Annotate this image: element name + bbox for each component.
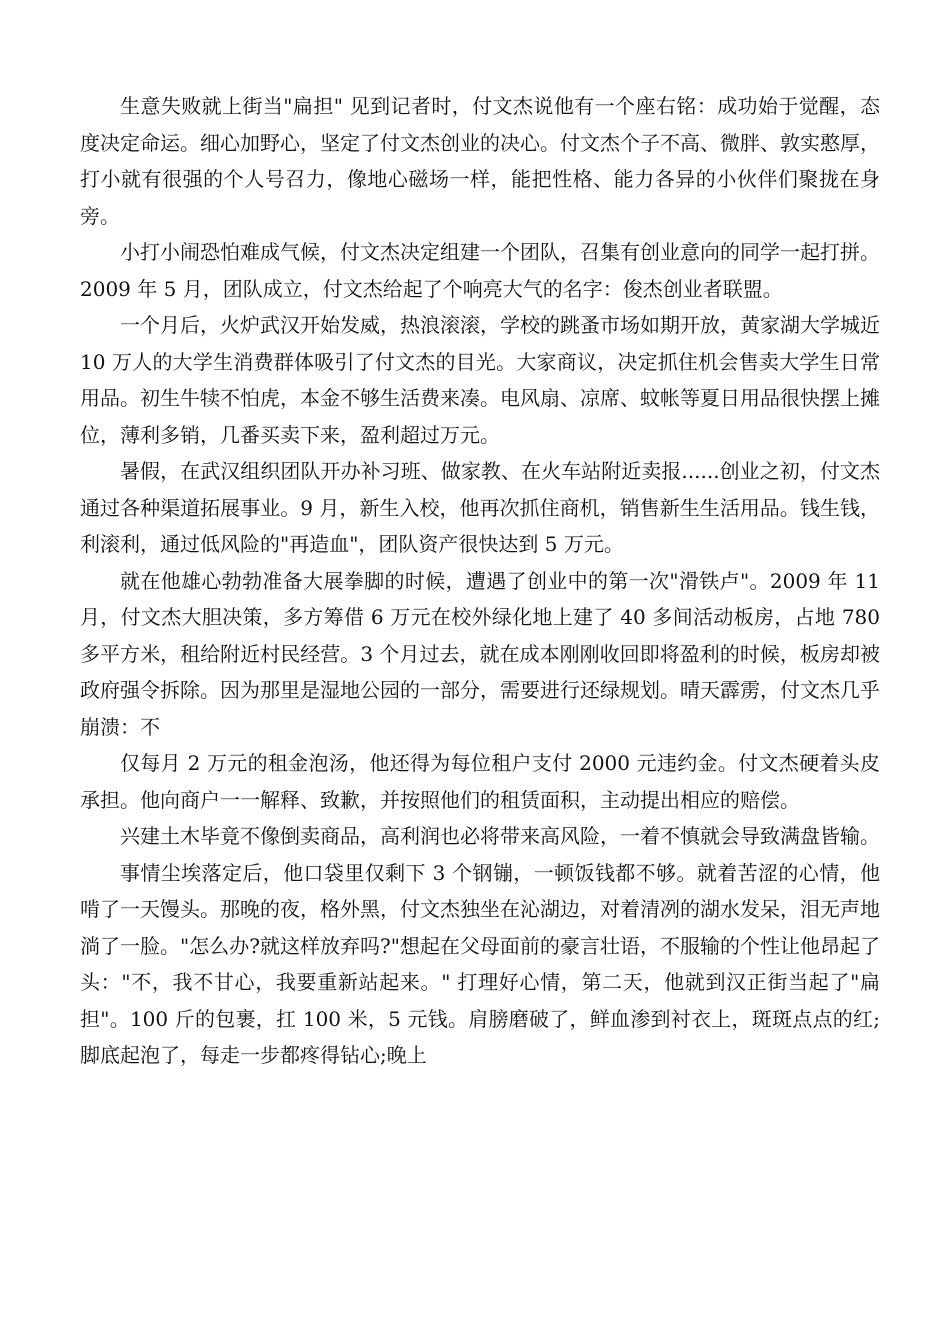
document-body [80, 88, 880, 1074]
paragraph: 一个月后，火炉武汉开始发威，热浪滚滚，学校的跳蚤市场如期开放，黄家湖大学城近 10 万人的大学生消费群体吸引了付文杰的目光。大家商议，决定抓住机会售卖大学生日常用品。初生牛犊不怕虎，本金不够生活费来凑。电风扇、凉席、蚊帐等夏日用品很快摆上摊位，薄利多销，几番买卖下来，盈利超过万元。 [80, 313, 880, 447]
paragraph: 生意失败就上街当"扁担" 见到记者时，付文杰说他有一个座右铭：成功始于觉醒，态度决定命运。细心加野心，坚定了付文杰创业的决心。付文杰个子不高、微胖、敦实憨厚，打小就有很强的个人号召力，像地心磁场一样，能把性格、能力各异的小伙伴们聚拢在身旁。 [80, 94, 880, 228]
paragraph: 暑假，在武汉组织团队开办补习班、做家教、在火车站附近卖报......创业之初，付文杰通过各种渠道拓展事业。9 月，新生入校，他再次抓住商机，销售新生生活用品。钱生钱，利滚利，通过低风险的"再造血"，团队资产很快达到 5 万元。 [80, 459, 880, 556]
paragraph: 兴建土木毕竟不像倒卖商品，高利润也必将带来高风险，一着不慎就会导致满盘皆输。 [120, 824, 880, 848]
paragraph: 小打小闹恐怕难成气候，付文杰决定组建一个团队，召集有创业意向的同学一起打拼。2009 年 5 月，团队成立，付文杰给起了个响亮大气的名字：俊杰创业者联盟。 [80, 240, 880, 301]
paragraph: 就在他雄心勃勃准备大展拳脚的时候，遭遇了创业中的第一次"滑铁卢"。2009 年 11 月，付文杰大胆决策，多方筹借 6 万元在校外绿化地上建了 40 多间活动板房，占地 780 多平方米，租给附近村民经营。3 个月过去，就在成本刚刚收回即将盈利的时候，板房却被政府强令拆除。因为那里是湿地公园的一部分，需要进行还绿规划。晴天霹雳，付文杰几乎崩溃：不 [80, 568, 880, 739]
paragraph: 仅每月 2 万元的租金泡汤，他还得为每位租户支付 2000 元违约金。付文杰硬着头皮承担。他向商户一一解释、致歉，并按照他们的租赁面积，主动提出相应的赔偿。 [80, 751, 880, 812]
paragraph: 事情尘埃落定后，他口袋里仅剩下 3 个钢镚，一顿饭钱都不够。就着苦涩的心情，他啃了一天馒头。那晚的夜，格外黑，付文杰独坐在沁湖边，对着清冽的湖水发呆，泪无声地淌了一脸。"怎么办?就这样放弃吗?"想起在父母面前的豪言壮语，不服输的个性让他昂起了头："不，我不甘心，我要重新站起来。" 打理好心情，第二天，他就到汉正街当起了"扁担"。100 斤的包裹，扛 100 米，5 元钱。肩膀磨破了，鲜血渗到衬衣上，斑斑点点的红;脚底起泡了，每走一步都疼得钻心;晚上 [80, 860, 880, 1067]
